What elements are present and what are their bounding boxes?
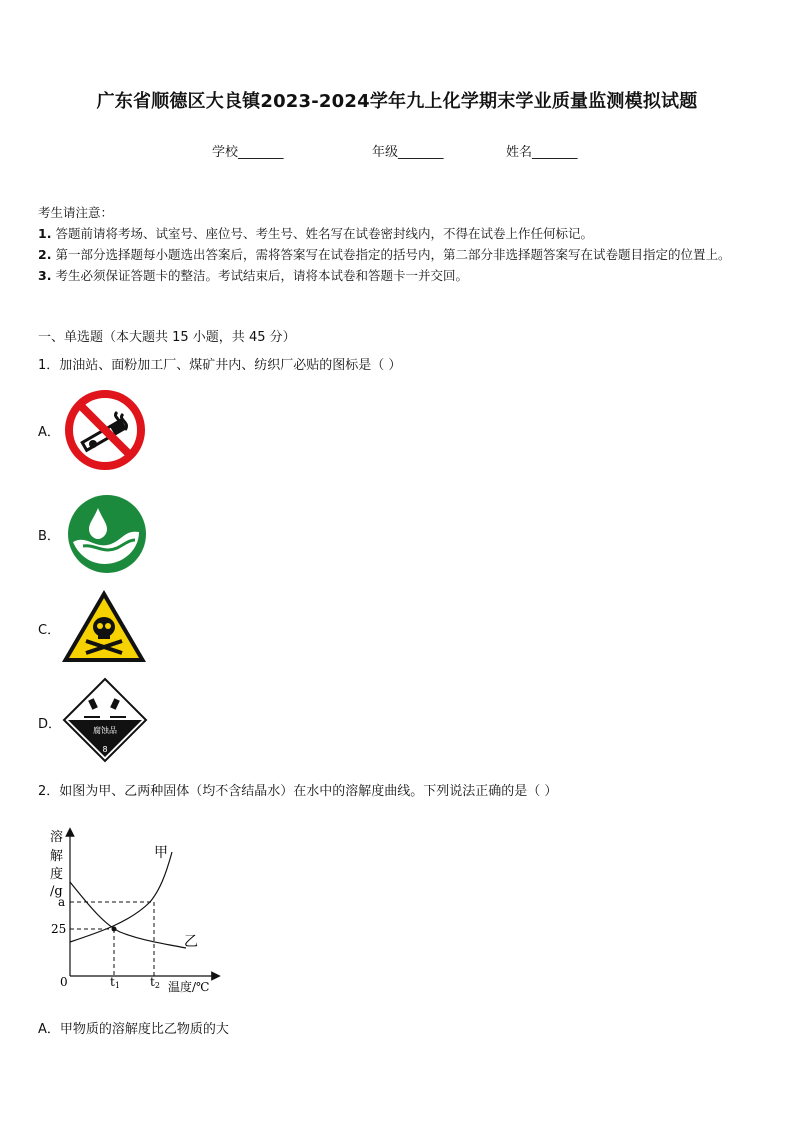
y-label-char: 解 <box>50 849 64 864</box>
school-field: 学校_______ <box>212 145 284 160</box>
question-2: 2．如图为甲、乙两种固体（均不含结晶水）在水中的溶解度曲线。下列说法正确的是（ ） <box>38 784 558 799</box>
curve-yi <box>70 882 186 948</box>
toxic-warning-icon <box>60 587 148 665</box>
no-smoking-icon <box>63 388 147 472</box>
notice-num: 1. <box>38 226 52 241</box>
x-axis-label: 温度/℃ <box>168 980 210 994</box>
x-tick-t1: t1 <box>110 975 120 990</box>
name-field: 姓名_______ <box>506 145 578 160</box>
y-label-char: 溶 <box>50 830 64 845</box>
solubility-graph <box>40 822 230 1002</box>
notice-item-3 <box>38 265 768 286</box>
notice-item-2 <box>38 244 768 265</box>
notice-text: 答题前请将考场、试室号、座位号、考生号、姓名写在试卷密封线内，不得在试卷上作任何标记。 <box>55 226 593 241</box>
y-label-char: 度 <box>50 867 64 882</box>
page-title: 广东省顺德区大良镇2023-2024学年九上化学期末学业质量监测模拟试题 <box>96 91 698 112</box>
section-heading: 一、单选题（本大题共 15 小题，共 45 分） <box>38 330 296 345</box>
notice-item-1 <box>38 223 768 244</box>
question-1: 1．加油站、面粉加工厂、煤矿井内、纺织厂必贴的图标是（ ） <box>38 358 402 373</box>
grade-field: 年级_______ <box>372 145 444 160</box>
y-tick-a: a <box>58 895 66 909</box>
option-d-label: D． <box>38 717 62 732</box>
notice-block <box>38 202 768 286</box>
corrosive-icon <box>62 677 148 763</box>
q2-option-a: A．甲物质的溶解度比乙物质的大 <box>38 1022 229 1037</box>
water-saving-icon <box>67 494 147 574</box>
option-a-label: A． <box>38 425 60 440</box>
origin-label: 0 <box>60 975 68 989</box>
x-tick-t2: t2 <box>150 975 160 990</box>
notice-text: 考生必须保证答题卡的整洁。考试结束后，请将本试卷和答题卡一并交回。 <box>55 268 468 283</box>
curve-label-yi: 乙 <box>184 934 198 950</box>
corrosive-class-number: 8 <box>102 745 108 754</box>
notice-num: 2. <box>38 247 52 262</box>
curve-label-jia: 甲 <box>154 845 168 861</box>
y-tick-25: 25 <box>51 922 67 936</box>
corrosive-label: 腐蚀品 <box>93 726 117 735</box>
notice-heading: 考生请注意： <box>38 205 114 220</box>
notice-num: 3. <box>38 268 52 283</box>
option-c-label: C． <box>38 623 61 638</box>
y-label-char: /g <box>50 884 63 899</box>
option-b-label: B． <box>38 529 60 544</box>
notice-text: 第一部分选择题每小题选出答案后，需将答案写在试卷指定的括号内，第二部分非选择题答案写在试卷题目指定的位置上。 <box>55 247 731 262</box>
